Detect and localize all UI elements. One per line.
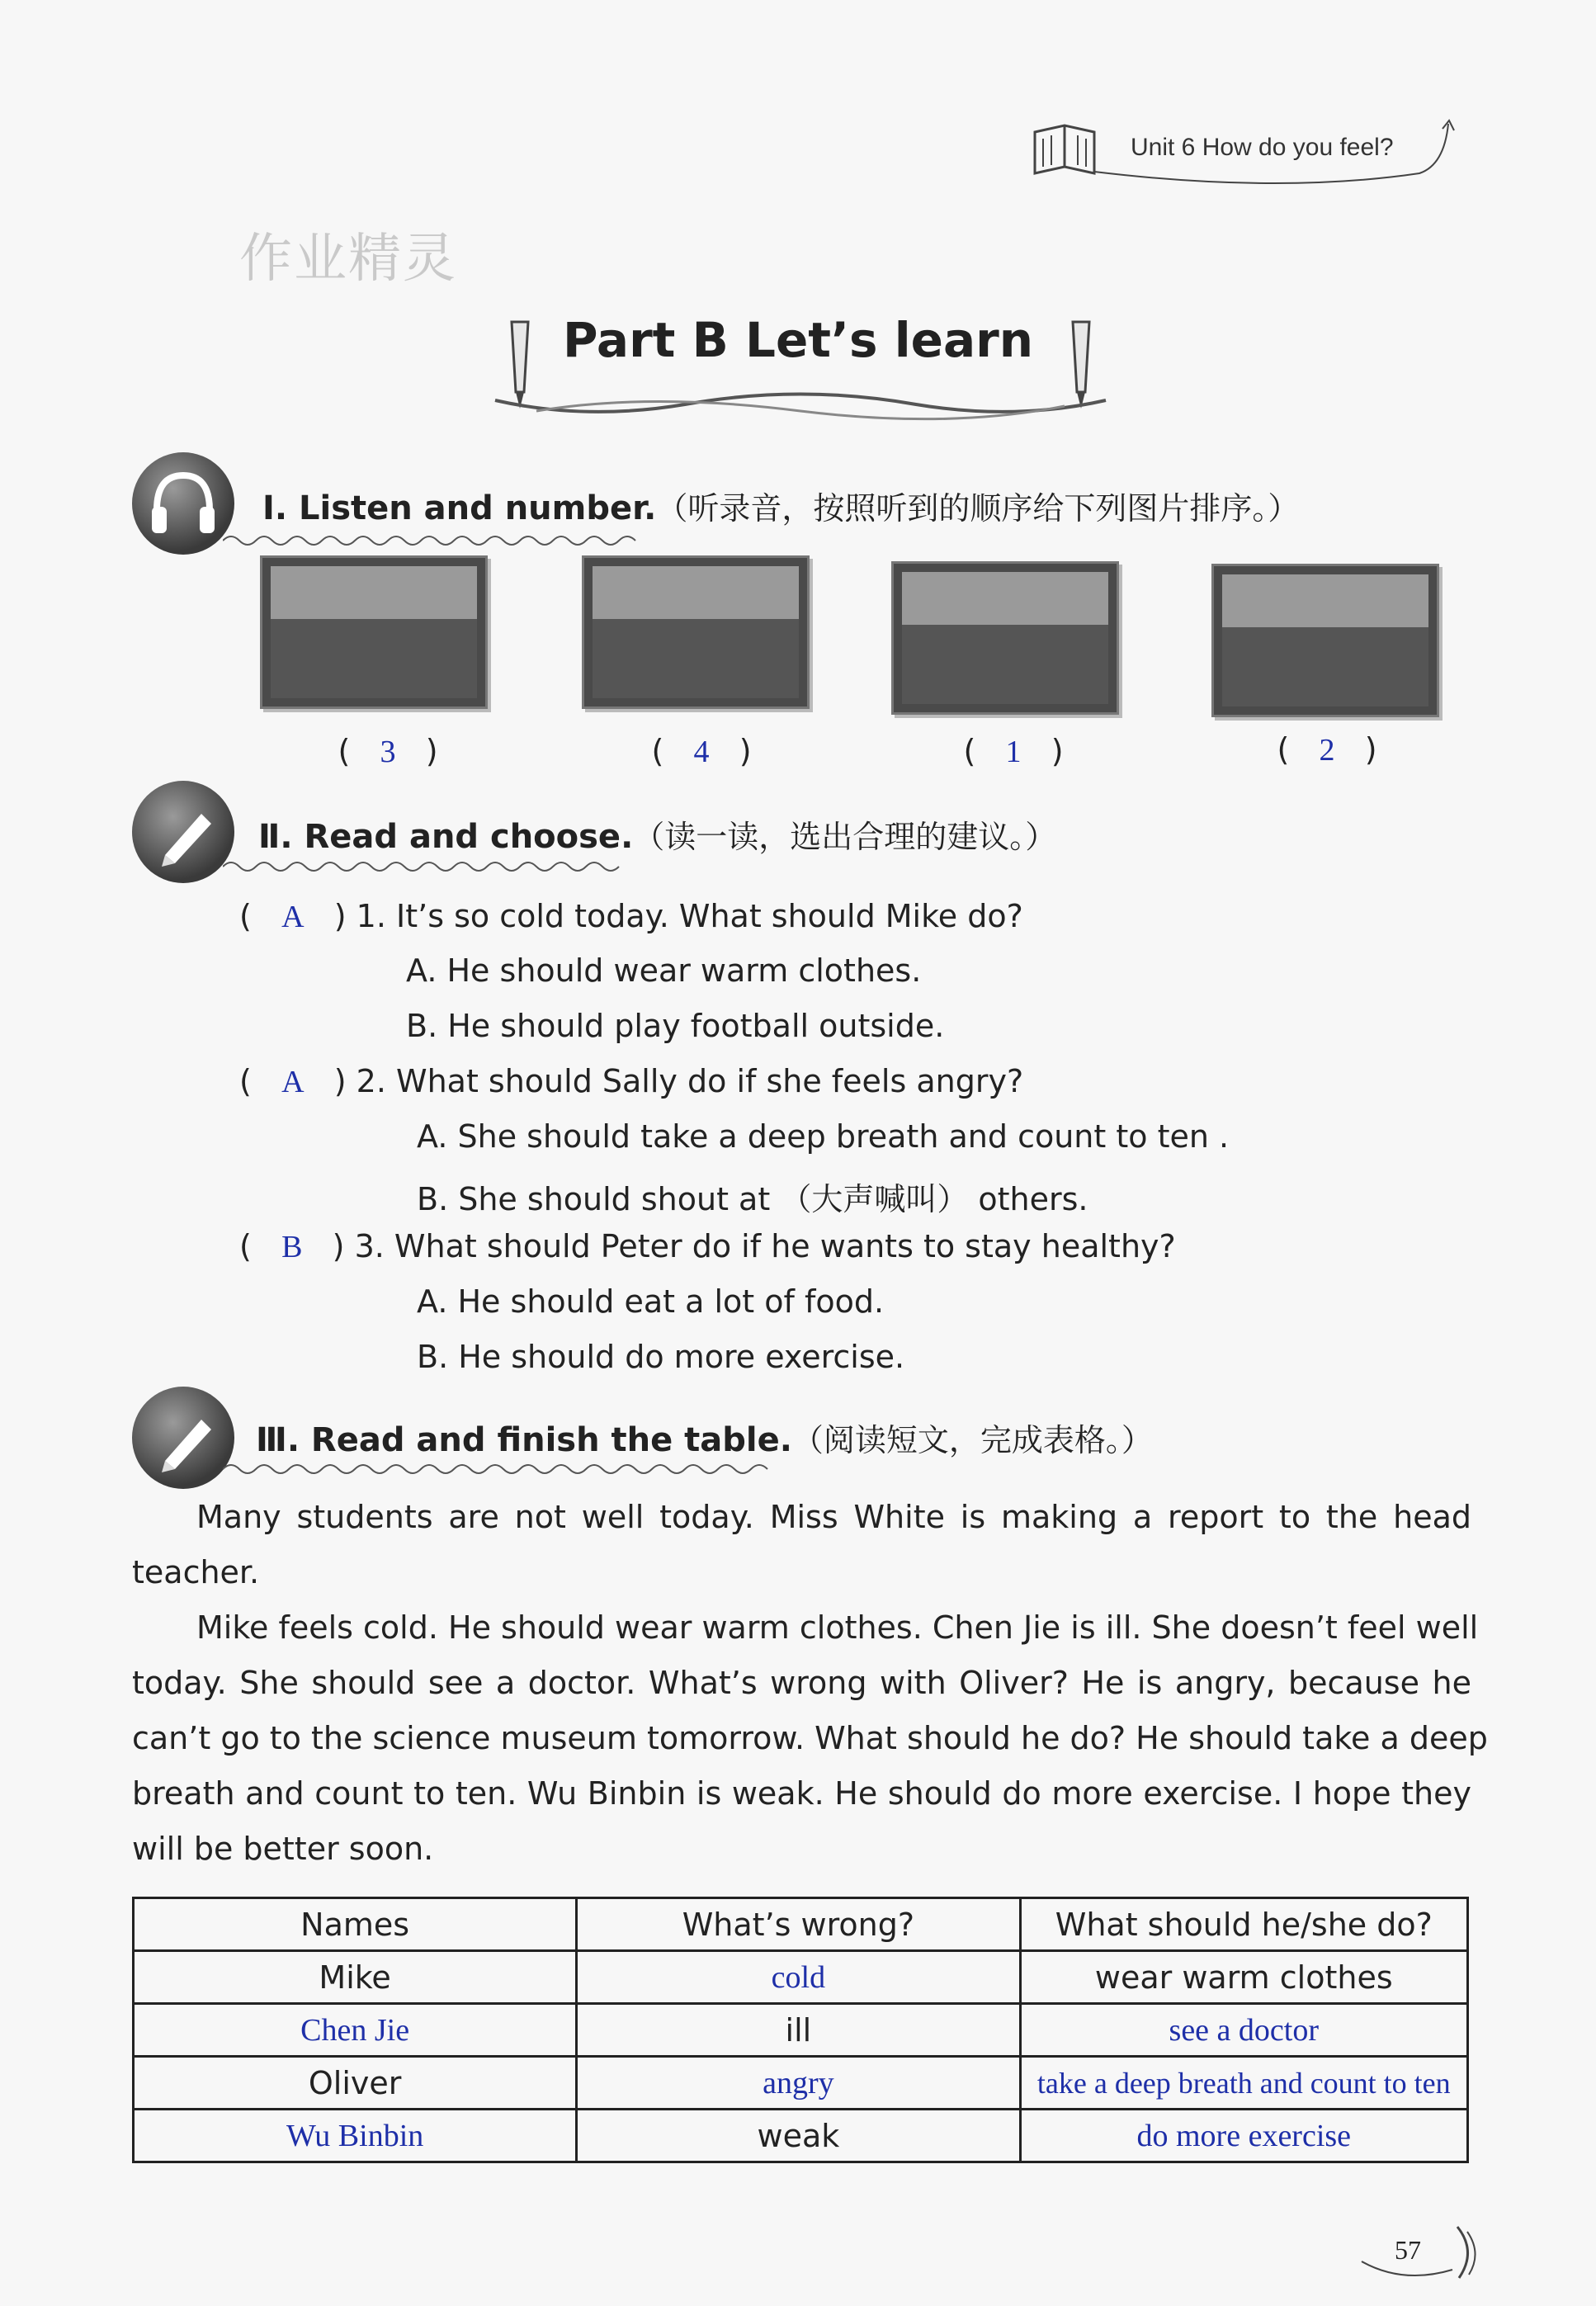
answer-2: 4: [693, 735, 710, 769]
q3-text: 3. What should Peter do if he wants to stay healthy?: [354, 1228, 1176, 1264]
q1-answer: A: [281, 900, 305, 934]
title-decoration: [487, 314, 1114, 421]
table-cell: weak: [577, 2110, 1020, 2162]
table-row: [134, 2110, 1468, 2162]
table-header-cell: What’s wrong?: [577, 1898, 1020, 1951]
table-cell-answer: see a doctor: [1020, 2004, 1467, 2057]
table-cell-answer: take a deep breath and count to ten: [1020, 2057, 1467, 2110]
section2-title: [258, 811, 1056, 857]
table-cell: wear warm clothes: [1020, 1951, 1467, 2004]
picture-4: [1211, 564, 1439, 717]
section1-underline: [223, 528, 652, 553]
table-row: [134, 2004, 1468, 2057]
section3-title: [256, 1415, 1153, 1460]
answer-paren-1: ( 3 ): [338, 733, 438, 769]
headphones-icon: [132, 452, 234, 555]
paragraph1-line1: Many students are not well today. Miss White is making a report to the head: [196, 1499, 1471, 1535]
q1-option-a: A. He should wear warm clothes.: [406, 952, 922, 989]
answer-table: [132, 1897, 1469, 2163]
q2-answer: A: [281, 1065, 305, 1099]
paragraph2-line5: will be better soon.: [132, 1831, 434, 1867]
unit-label: Unit 6 How do you feel?: [1131, 134, 1394, 161]
table-cell: ill: [577, 2004, 1020, 2057]
page-number-decoration: [1353, 2220, 1485, 2286]
section2-instruction: （读一读，选出合理的建议。）: [633, 819, 1057, 855]
picture-1: [260, 555, 488, 709]
answer-paren-4: ( 2 ): [1277, 731, 1377, 768]
answer-3: 1: [1005, 735, 1022, 769]
q2-option-a: A. She should take a deep breath and count to ten .: [417, 1118, 1230, 1155]
section1-instruction: （听录音，按照听到的顺序给下列图片排序。）: [656, 490, 1300, 527]
table-cell-answer: cold: [577, 1951, 1020, 2004]
table-cell: Mike: [134, 1951, 577, 2004]
table-header-cell: Names: [134, 1898, 577, 1951]
pencil-icon: [132, 781, 234, 883]
q1-text: 1. It’s so cold today. What should Mike do?: [356, 898, 1023, 934]
section1-title: [262, 483, 1299, 528]
section2-underline: [223, 854, 635, 879]
table-header-cell: What should he/she do?: [1020, 1898, 1467, 1951]
paragraph2-line2: today. She should see a doctor. What’s wrong with Oliver? He is angry, because he: [132, 1665, 1471, 1701]
paragraph2-line4: breath and count to ten. Wu Binbin is weak. He should do more exercise. I hope they: [132, 1775, 1471, 1812]
section2-heading: Ⅱ. Read and choose.: [258, 818, 634, 856]
section1-heading: Ⅰ. Listen and number.: [262, 489, 657, 527]
q3-answer: B: [281, 1230, 303, 1264]
page-number: 57: [1395, 2235, 1421, 2265]
table-cell-answer: angry: [577, 2057, 1020, 2110]
q3-option-a: A. He should eat a lot of food.: [417, 1283, 885, 1320]
answer-paren-2: ( 4 ): [651, 733, 752, 769]
page-title: Part B Let’s learn: [562, 312, 1034, 368]
table-cell-answer: Chen Jie: [134, 2004, 577, 2057]
table-header-row: [134, 1898, 1468, 1951]
table-cell-answer: Wu Binbin: [134, 2110, 577, 2162]
q1-option-b: B. He should play football outside.: [406, 1008, 945, 1044]
picture-2: [582, 555, 810, 709]
q2-text: 2. What should Sally do if she feels angry?: [356, 1063, 1024, 1099]
paragraph1-line2: teacher.: [132, 1554, 260, 1590]
section3-underline: [223, 1457, 784, 1481]
answer-4: 2: [1319, 733, 1335, 768]
picture-3: [891, 561, 1119, 715]
paragraph2-line1: Mike feels cold. He should wear warm clothes. Chen Jie is ill. She doesn’t feel well: [196, 1609, 1479, 1646]
table-row: [134, 1951, 1468, 2004]
q2-option-b: B. She should shout at （大声喊叫） others.: [417, 1181, 1088, 1217]
watermark: 作业精灵: [239, 229, 457, 290]
question-2: ( A ) 2. What should Sally do if she feels angry?: [239, 1063, 1024, 1099]
paragraph2-line3: can’t go to the science museum tomorrow. What should he do? He should take a deep: [132, 1720, 1488, 1756]
section3-instruction: （阅读短文，完成表格。）: [791, 1422, 1153, 1458]
answer-paren-3: ( 1 ): [963, 733, 1064, 769]
table-cell: Oliver: [134, 2057, 577, 2110]
question-3: ( B ) 3. What should Peter do if he wants to stay healthy?: [239, 1228, 1176, 1264]
section3-heading: Ⅲ. Read and finish the table.: [256, 1421, 792, 1459]
table-cell-answer: do more exercise: [1020, 2110, 1467, 2162]
answer-1: 3: [380, 735, 396, 769]
q3-option-b: B. He should do more exercise.: [417, 1339, 905, 1375]
question-1: ( A ) 1. It’s so cold today. What should Mike do?: [239, 898, 1023, 934]
table-row: [134, 2057, 1468, 2110]
pencil-icon: [132, 1387, 234, 1489]
